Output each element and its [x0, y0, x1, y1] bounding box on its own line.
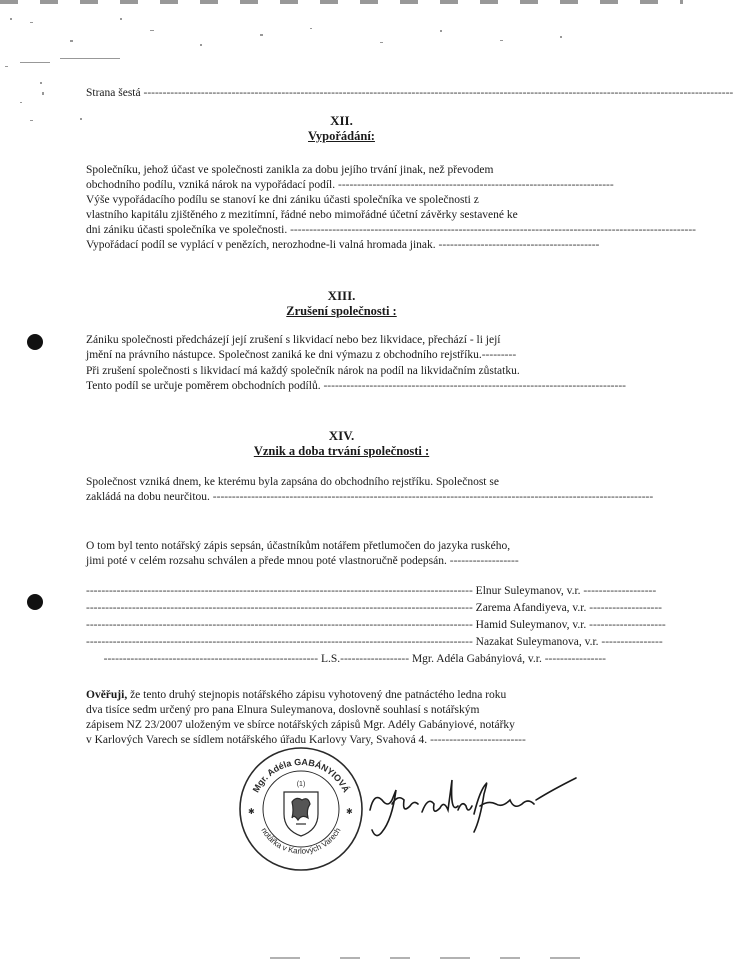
section-xii-line	[86, 178, 614, 193]
seal-mark: L.S.	[320, 653, 341, 665]
section-xii-number: XII.	[330, 113, 353, 128]
section-xiv-title: Vznik a doba trvání společnosti :	[253, 444, 430, 458]
section-xiv-number: XIV.	[328, 428, 355, 443]
closing-line	[86, 554, 606, 569]
dash-fill: -------------------	[580, 585, 657, 597]
dash-fill: --------------------	[586, 619, 666, 631]
dash-fill: --------------------------------------------------------	[103, 653, 321, 665]
section-xiv-line	[86, 490, 654, 505]
section-xii-line: Společníku, jehož účast ve společnosti zanikla za dobu jejího trvání jinak, než převodem	[86, 164, 494, 176]
section-xii-text: Vypořádací podíl se vyplácí v penězích, nerozhodne-li valná hromada jinak.	[86, 239, 436, 251]
section-xiii-text: jmění na právního nástupce. Společnost zaniká ke dni výmazu z obchodního rejstříku.	[86, 349, 482, 361]
signatory-name: Hamid Suleymanov, v.r.	[475, 619, 587, 631]
section-xiii-number: XIII.	[327, 288, 356, 303]
stamp-top-text: Mgr. Adéla GABÁNYIOVÁ	[250, 756, 352, 795]
dash-fill: -------------------------	[427, 734, 526, 746]
dash-fill: -------------------------------------------------------------------------------------------------------------------	[209, 491, 654, 503]
page-label: Strana šestá	[86, 87, 141, 99]
punch-hole-mark	[27, 594, 43, 610]
section-xiii-line: Při zrušení společnosti s likvidací má každý společník nárok na podíl na likvidačním zůstatku.	[86, 365, 520, 377]
dash-fill: -------------------	[586, 602, 663, 614]
certification-keyword: Ověřuji,	[86, 689, 128, 701]
section-xii-line	[86, 238, 606, 253]
notary-stamp	[236, 744, 366, 874]
signature-line	[86, 584, 657, 599]
dash-fill: ---------	[481, 349, 517, 361]
dash-fill: ----------------------------------------------------------------------------------------------------------------------------------------------------------	[140, 87, 733, 99]
section-xiii-line	[86, 379, 626, 394]
page-label-line	[86, 86, 733, 101]
dash-fill: -----------------------------------------------------------------------------------------------------	[86, 585, 476, 597]
dash-fill: ------------------	[446, 555, 519, 567]
section-xii-line: Výše vypořádacího podílu se stanoví ke dni zániku účasti společníka ve společnosti z	[86, 194, 479, 206]
section-xii-line: vlastního kapitálu zjištěného z mezitímní, řádné nebo mimořádné účetní závěrky sestavené ke	[86, 209, 518, 221]
certification-text: že tento druhý stejnopis notářského zápisu vyhotovený dne patnáctého ledna roku	[127, 689, 507, 701]
certification-line: dva tisíce sedm určený pro pana Elnura Suleymanova, doslovně souhlasí s notářským	[86, 704, 480, 716]
handwritten-signature	[362, 770, 582, 850]
certification-line	[86, 688, 606, 703]
stamp-star-icon: ✱	[248, 807, 255, 816]
section-xiv-line: Společnost vzniká dnem, ke kterému byla zapsána do obchodního rejstříku. Společnost se	[86, 476, 499, 488]
signature-line	[86, 618, 666, 633]
dash-fill: ------------------	[340, 653, 412, 665]
section-xiii-title: Zrušení společnosti :	[286, 304, 397, 318]
stamp-bottom-text: notářka v Karlových Varech	[259, 826, 343, 856]
stamp-star-icon: ✱	[346, 807, 353, 816]
dash-fill: ----------------	[541, 653, 606, 665]
signature-line	[86, 635, 663, 650]
signatory-name: Nazakat Suleymanova, v.r.	[475, 636, 599, 648]
certification-line: zápisem NZ 23/2007 uloženým ve sbírce notářských zápisů Mgr. Adély Gabányiové, notářky	[86, 719, 515, 731]
closing-text: jimi poté v celém rozsahu schválen a přede mnou poté vlastnoručně podepsán.	[86, 555, 447, 567]
signature-line	[86, 652, 606, 667]
dash-fill: -----------------------------------------------------------------------------------------------------	[86, 602, 476, 614]
signatory-name: Zarema Afandiyeva, v.r.	[475, 602, 587, 614]
stamp-number: (1)	[296, 781, 306, 788]
dash-fill: ------------------------------------------------------------------------	[335, 179, 614, 191]
lion-emblem-icon	[284, 792, 318, 836]
section-xiii-line	[86, 348, 606, 363]
closing-line: O tom byl tento notářský zápis sepsán, účastníkům notářem přetlumočen do jazyka ruského,	[86, 540, 511, 552]
dash-fill: ----------------------------------------------------------------------------------------------------------	[287, 224, 697, 236]
signature-line	[86, 601, 663, 616]
punch-hole-mark	[27, 334, 43, 350]
notary-name: Mgr. Adéla Gabányiová, v.r.	[411, 653, 542, 665]
signatory-name: Elnur Suleymanov, v.r.	[475, 585, 581, 597]
dash-fill: -----------------------------------------------------------------------------------------------------	[86, 636, 476, 648]
section-xiii-line: Zániku společnosti předcházejí její zrušení s likvidací nebo bez likvidace, přechází - li její	[86, 334, 501, 346]
dash-fill: ----------------	[598, 636, 663, 648]
certification-text: v Karlových Varech se sídlem notářského úřadu Karlovy Vary, Svahová 4.	[86, 734, 428, 746]
dash-fill: -------------------------------------------------------------------------------	[320, 380, 626, 392]
section-xii-title: Vypořádání:	[308, 129, 375, 143]
dash-fill: ------------------------------------------	[435, 239, 600, 251]
section-xiii-text: Tento podíl se určuje poměrem obchodních podílů.	[86, 380, 321, 392]
section-xiv-text: zakládá na dobu neurčitou.	[86, 491, 210, 503]
dash-fill: -----------------------------------------------------------------------------------------------------	[86, 619, 476, 631]
section-xii-text: obchodního podílu, vzniká nárok na vypořádací podíl.	[86, 179, 336, 191]
section-xii-text: dni zániku účasti společníka ve společnosti.	[86, 224, 288, 236]
section-xii-line	[86, 223, 697, 238]
scan-artifact-bottom	[0, 950, 683, 960]
